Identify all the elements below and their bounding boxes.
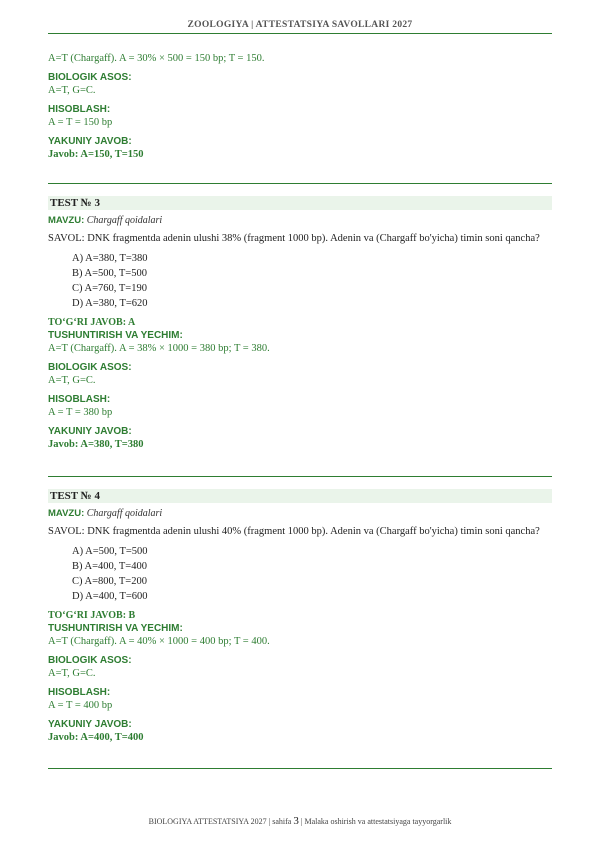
page-footer xyxy=(0,815,600,827)
question-text: SAVOL: DNK fragmentda adenin ulushi 40% (fragment 1000 bp). Adenin va (Chargaff bo'yicha) timin soni qancha? xyxy=(48,526,540,537)
footer-right: Malaka oshirish va attestatsiyaga tayyorgarlik xyxy=(304,817,452,826)
section-divider xyxy=(48,183,552,184)
header-rule xyxy=(48,33,552,34)
page-header: ZOOLOGIYA | ATTESTATSIYA SAVOLLARI 2027 xyxy=(187,20,413,30)
explanation-text: A=T (Chargaff). A = 38% × 1000 = 380 bp; T = 380. xyxy=(48,343,270,354)
calc-label: HISOBLASH: xyxy=(48,394,111,405)
calc-text: A = T = 150 bp xyxy=(48,117,113,128)
basis-text: A=T, G=C. xyxy=(48,85,96,96)
correct-answer: TO‘G‘RI JAVOB: A xyxy=(48,317,136,328)
final-answer: Javob: A=150, T=150 xyxy=(48,149,144,160)
test-block xyxy=(48,507,552,745)
final-label: YAKUNIY JAVOB: xyxy=(48,136,132,147)
explanation-text: A=T (Chargaff). A = 30% × 500 = 150 bp; T = 150. xyxy=(48,53,265,64)
test-title: TEST № 3 xyxy=(48,196,552,210)
option-c[interactable]: C) A=760, T=190 xyxy=(72,283,147,294)
option-b[interactable]: B) A=400, T=400 xyxy=(72,561,147,572)
explain-label: TUSHUNTIRISH VA YECHIM: xyxy=(48,623,183,634)
topic-label: MAVZU: xyxy=(48,215,85,226)
section-divider xyxy=(48,476,552,477)
topic-line xyxy=(48,507,552,520)
calc-label: HISOBLASH: xyxy=(48,687,111,698)
section-divider xyxy=(48,768,552,769)
final-label: YAKUNIY JAVOB: xyxy=(48,426,132,437)
correct-answer: TO‘G‘RI JAVOB: B xyxy=(48,610,136,621)
basis-label: BIOLOGIK ASOS: xyxy=(48,655,132,666)
page-number: 3 xyxy=(293,815,299,827)
basis-text: A=T, G=C. xyxy=(48,375,96,386)
footer-page-word: sahifa xyxy=(272,817,292,826)
question-text: SAVOL: DNK fragmentda adenin ulushi 38% (fragment 1000 bp). Adenin va (Chargaff bo'yicha) timin soni qancha? xyxy=(48,233,540,244)
topic-label: MAVZU: xyxy=(48,508,85,519)
final-answer: Javob: A=400, T=400 xyxy=(48,732,144,743)
footer-left: BIOLOGIYA ATTESTATSIYA 2027 xyxy=(148,817,267,826)
final-answer: Javob: A=380, T=380 xyxy=(48,439,144,450)
option-d[interactable]: D) A=400, T=600 xyxy=(72,591,148,602)
options-list xyxy=(48,544,552,604)
option-b[interactable]: B) A=500, T=500 xyxy=(72,268,147,279)
test-title: TEST № 4 xyxy=(48,489,552,503)
option-c[interactable]: C) A=800, T=200 xyxy=(72,576,147,587)
basis-text: A=T, G=C. xyxy=(48,668,96,679)
explain-label: TUSHUNTIRISH VA YECHIM: xyxy=(48,330,183,341)
option-d[interactable]: D) A=380, T=620 xyxy=(72,298,148,309)
footer-separator: | xyxy=(268,817,271,826)
test-block xyxy=(48,214,552,452)
options-list xyxy=(48,251,552,311)
continuation-block xyxy=(48,52,552,162)
basis-label: BIOLOGIK ASOS: xyxy=(48,72,132,83)
calc-text: A = T = 400 bp xyxy=(48,700,113,711)
topic-text: Chargaff qoidalari xyxy=(86,508,163,519)
basis-label: BIOLOGIK ASOS: xyxy=(48,362,132,373)
option-a[interactable]: A) A=500, T=500 xyxy=(72,546,148,557)
calc-text: A = T = 380 bp xyxy=(48,407,113,418)
topic-line xyxy=(48,214,552,227)
topic-text: Chargaff qoidalari xyxy=(86,215,163,226)
footer-separator: | xyxy=(300,817,303,826)
option-a[interactable]: A) A=380, T=380 xyxy=(72,253,148,264)
explanation-text: A=T (Chargaff). A = 40% × 1000 = 400 bp; T = 400. xyxy=(48,636,270,647)
final-label: YAKUNIY JAVOB: xyxy=(48,719,132,730)
calc-label: HISOBLASH: xyxy=(48,104,111,115)
